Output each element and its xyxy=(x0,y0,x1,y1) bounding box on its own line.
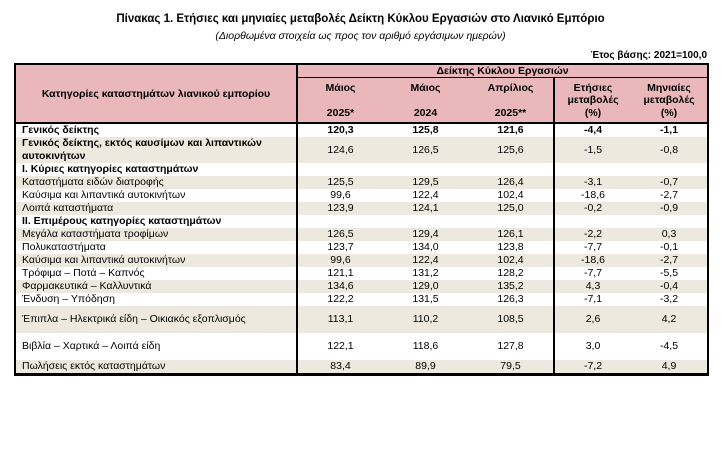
row-value-monthly-change: 0,3 xyxy=(631,228,708,241)
row-value-monthly-change: -0,4 xyxy=(631,280,708,293)
row-value-may-2024: 129,0 xyxy=(383,280,468,293)
row-value-annual-change: 2,6 xyxy=(554,306,631,333)
row-value-may-2025: 120,3 xyxy=(327,124,354,136)
row-value-may-2025: 126,5 xyxy=(297,228,383,241)
row-value-may-2025: 123,7 xyxy=(327,241,354,253)
row-category-label: Γενικός δείκτης xyxy=(15,123,297,137)
row-value-annual-change xyxy=(554,215,631,228)
row-value-may-2025: 124,6 xyxy=(297,137,383,163)
row-value-may-2024: 124,1 xyxy=(383,202,468,215)
row-value-annual-change: -3,1 xyxy=(554,176,631,189)
row-value-may-2024: 134,0 xyxy=(412,241,439,253)
row-category-label: Καύσιμα και λιπαντικά αυτοκινήτων xyxy=(15,254,297,267)
row-value-april-2025: 125,0 xyxy=(468,202,554,215)
table-row xyxy=(15,280,708,293)
row-category-label: Φαρμακευτικά – Καλλυντικά xyxy=(15,280,297,293)
table-row xyxy=(15,293,708,306)
row-value-monthly-change: -0,8 xyxy=(631,137,708,163)
retail-turnover-index-table xyxy=(14,63,709,376)
column-period-label: Μάιος xyxy=(325,82,356,94)
row-category-label: Καταστήματα ειδών διατροφής xyxy=(15,176,297,189)
row-value-may-2024: 89,9 xyxy=(383,360,468,375)
row-value-april-2025: 123,8 xyxy=(497,241,524,253)
row-value-monthly-change: -0,7 xyxy=(631,176,708,189)
column-header-april-2025 xyxy=(468,78,554,124)
row-value-may-2025: 123,9 xyxy=(297,202,383,215)
row-value-monthly-change: 4,9 xyxy=(631,360,708,375)
index-group-header: Δείκτης Κύκλου Εργασιών xyxy=(297,64,708,78)
row-value-may-2025: 83,4 xyxy=(297,360,383,375)
table-row xyxy=(15,333,708,360)
row-value-monthly-change xyxy=(631,215,708,228)
row-value-annual-change: -2,2 xyxy=(554,228,631,241)
row-value-may-2024: 131,5 xyxy=(412,293,439,305)
row-value-may-2024: 129,5 xyxy=(383,176,468,189)
row-value-annual-change: -7,7 xyxy=(554,241,631,254)
column-header-may-2025 xyxy=(297,78,383,124)
column-change-label: Μηνιαίες μεταβολές xyxy=(643,82,695,106)
row-value-annual-change: -7,2 xyxy=(554,360,631,375)
row-value-may-2025: 122,1 xyxy=(327,340,354,352)
row-value-monthly-change: -2,7 xyxy=(659,189,679,201)
row-category-label: Πωλήσεις εκτός καταστημάτων xyxy=(15,360,297,375)
base-year-note: Έτος βάσης: 2021=100,0 xyxy=(590,50,707,61)
column-header-annual-change xyxy=(554,78,631,124)
row-value-may-2024: 129,4 xyxy=(383,228,468,241)
row-category-label: Ένδυση – Υπόδηση xyxy=(15,293,297,306)
column-year-label: 2025** xyxy=(494,107,527,119)
row-value-april-2025: 126,4 xyxy=(468,176,554,189)
row-value-annual-change: -7,7 xyxy=(554,267,631,280)
row-value-annual-change: -1,5 xyxy=(554,137,631,163)
row-value-may-2024: 126,5 xyxy=(383,137,468,163)
row-value-may-2025: 122,2 xyxy=(327,293,354,305)
row-value-may-2025 xyxy=(297,215,383,228)
row-value-monthly-change: -5,5 xyxy=(659,267,679,279)
row-value-april-2025: 102,4 xyxy=(497,189,524,201)
column-header-monthly-change xyxy=(631,78,708,124)
row-value-annual-change: -4,4 xyxy=(554,123,631,137)
row-value-april-2025: 135,2 xyxy=(468,280,554,293)
row-value-monthly-change: -2,7 xyxy=(631,254,708,267)
row-category-label: ΙΙ. Επιμέρους κατηγορίες καταστημάτων xyxy=(15,215,297,228)
row-value-may-2024 xyxy=(383,215,468,228)
row-value-monthly-change: -1,1 xyxy=(659,124,679,136)
row-category-label: Καύσιμα και λιπαντικά αυτοκινήτων xyxy=(15,189,297,202)
table-row xyxy=(15,228,708,241)
table-row xyxy=(15,306,708,333)
row-value-annual-change: -7,1 xyxy=(554,293,631,306)
row-value-may-2024: 122,4 xyxy=(383,254,468,267)
column-change-label: Ετήσιες μεταβολές xyxy=(567,82,619,106)
row-value-april-2025 xyxy=(468,163,554,176)
row-value-april-2025: 102,4 xyxy=(468,254,554,267)
row-category-label: Πολυκαταστήματα xyxy=(15,241,297,254)
row-category-label: Μεγάλα καταστήματα τροφίμων xyxy=(15,228,297,241)
row-value-may-2024: 110,2 xyxy=(383,306,468,333)
row-value-may-2025: 125,5 xyxy=(297,176,383,189)
column-percent-label: (%) xyxy=(660,107,678,119)
column-percent-label: (%) xyxy=(584,107,602,119)
column-year-label: 2024 xyxy=(413,107,438,119)
table-row xyxy=(15,123,708,137)
row-value-april-2025: 125,6 xyxy=(468,137,554,163)
table-row xyxy=(15,267,708,280)
column-header-may-2024 xyxy=(383,78,468,124)
row-value-may-2025 xyxy=(297,163,383,176)
row-value-annual-change: -0,2 xyxy=(554,202,631,215)
table-row xyxy=(15,215,708,228)
table-row xyxy=(15,254,708,267)
row-value-may-2025: 99,6 xyxy=(297,254,383,267)
table-row xyxy=(15,137,708,163)
page-title: Πίνακας 1. Ετήσιες και μηνιαίες μεταβολές Δείκτη Κύκλου Εργασιών στο Λιανικό Εμπόριο xyxy=(116,13,605,25)
row-value-may-2025: 121,1 xyxy=(327,267,354,279)
column-year-label: 2025* xyxy=(326,107,355,119)
row-value-annual-change: 4,3 xyxy=(554,280,631,293)
row-value-may-2024: 131,2 xyxy=(412,267,439,279)
row-value-april-2025: 128,2 xyxy=(497,267,524,279)
row-value-monthly-change: -0,9 xyxy=(631,202,708,215)
row-category-label: Ι. Κύριες κατηγορίες καταστημάτων xyxy=(15,163,297,176)
row-value-may-2024: 118,6 xyxy=(412,340,439,352)
row-value-may-2025: 134,6 xyxy=(297,280,383,293)
table-header xyxy=(15,64,708,123)
row-value-monthly-change: -0,1 xyxy=(659,241,679,253)
row-value-annual-change: -18,6 xyxy=(554,254,631,267)
table-row xyxy=(15,163,708,176)
row-value-april-2025: 127,8 xyxy=(497,340,524,352)
row-value-annual-change xyxy=(554,163,631,176)
row-value-april-2025: 126,1 xyxy=(468,228,554,241)
row-value-monthly-change xyxy=(631,163,708,176)
row-value-april-2025: 121,6 xyxy=(497,124,524,136)
page-subtitle: (Διορθωμένα στοιχεία ως προς τον αριθμό εργάσιμων ημερών) xyxy=(215,30,506,42)
row-category-label: Γενικός δείκτης, εκτός καυσίμων και λιπαντικών αυτοκινήτων xyxy=(15,137,297,163)
row-value-may-2024: 125,8 xyxy=(412,124,439,136)
row-value-april-2025 xyxy=(468,215,554,228)
row-value-may-2025: 113,1 xyxy=(297,306,383,333)
row-value-may-2025: 99,6 xyxy=(330,189,351,201)
row-category-label: Έπιπλα – Ηλεκτρικά είδη – Οικιακός εξοπλισμός xyxy=(15,306,297,333)
table-body xyxy=(15,123,708,375)
table-row xyxy=(15,360,708,375)
row-category-label: Τρόφιμα – Ποτά – Καπνός xyxy=(15,267,297,280)
row-value-annual-change: 3,0 xyxy=(554,333,631,360)
row-value-may-2024: 122,4 xyxy=(412,189,439,201)
table-row xyxy=(15,189,708,202)
category-column-header: Κατηγορίες καταστημάτων λιανικού εμπορίου xyxy=(15,64,297,123)
row-value-april-2025: 108,5 xyxy=(468,306,554,333)
row-value-monthly-change: 4,2 xyxy=(631,306,708,333)
row-value-monthly-change: -3,2 xyxy=(659,293,679,305)
row-category-label: Βιβλία – Χαρτικά – Λοιπά είδη xyxy=(15,333,297,360)
row-value-may-2024 xyxy=(383,163,468,176)
row-value-april-2025: 126,3 xyxy=(497,293,524,305)
column-period-label: Απρίλιος xyxy=(487,82,534,94)
table-row xyxy=(15,241,708,254)
column-period-label: Μάιος xyxy=(410,82,441,94)
row-value-april-2025: 79,5 xyxy=(468,360,554,375)
row-value-monthly-change: -4,5 xyxy=(659,340,679,352)
row-value-annual-change: -18,6 xyxy=(554,189,631,202)
table-row xyxy=(15,202,708,215)
table-row xyxy=(15,176,708,189)
row-category-label: Λοιπά καταστήματα xyxy=(15,202,297,215)
